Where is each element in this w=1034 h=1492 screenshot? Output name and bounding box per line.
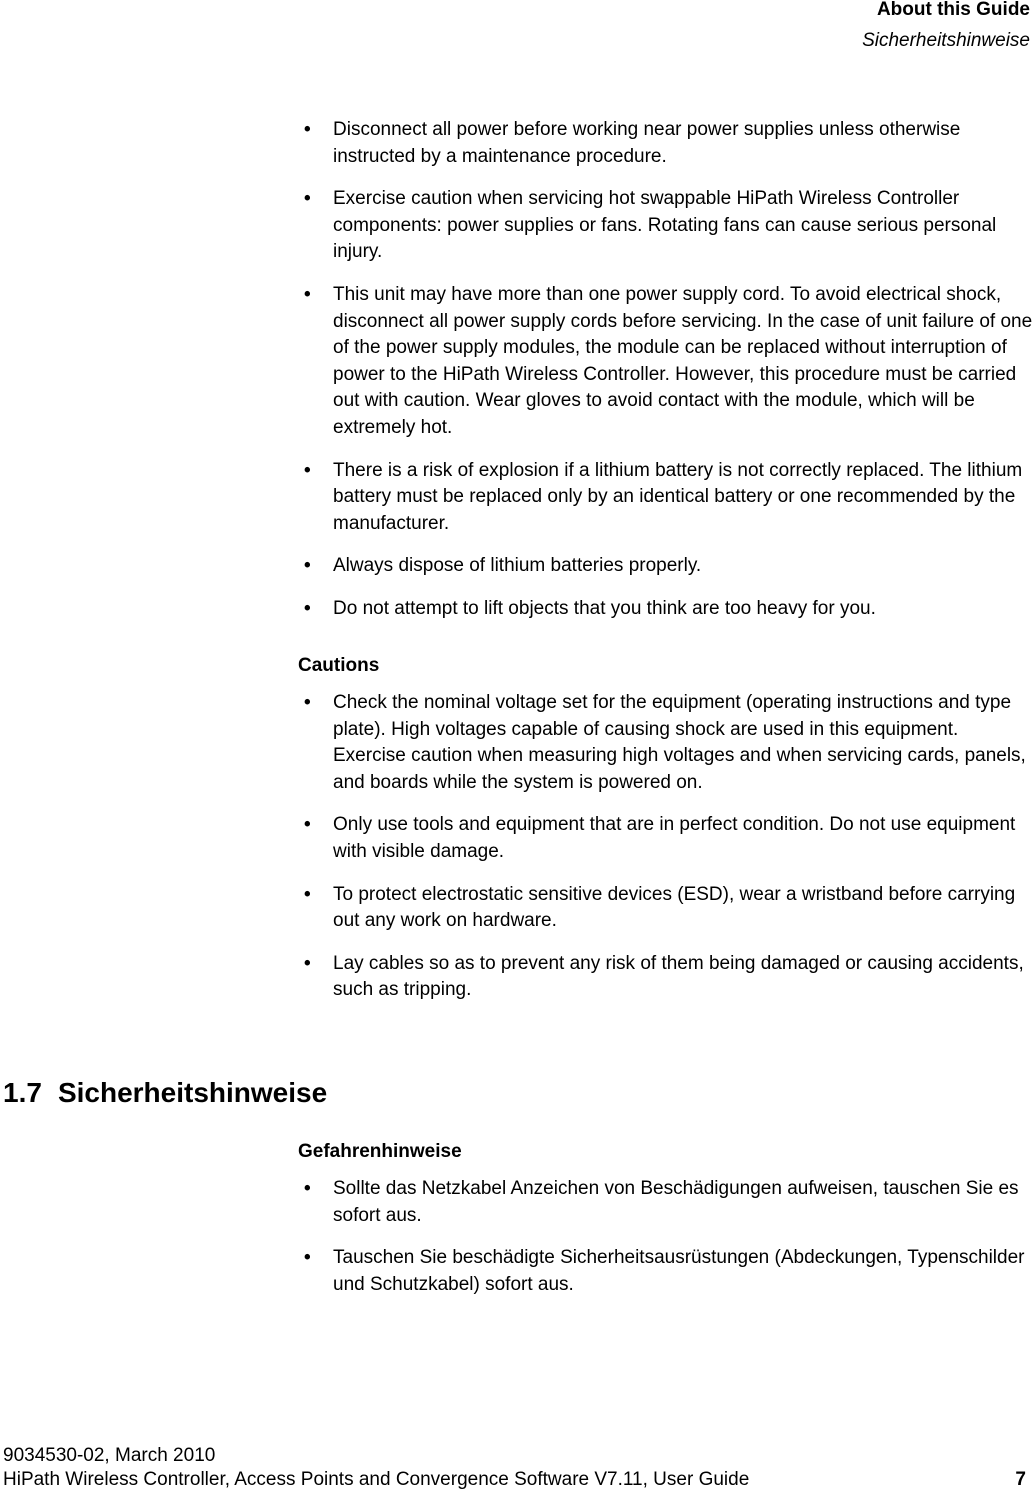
list-item: • To protect electrostatic sensitive devices (ESD), wear a wristband before carrying out any work on hardware. xyxy=(304,883,1016,932)
bullet-icon: • xyxy=(304,119,311,140)
list-item: • Lay cables so as to prevent any risk of them being damaged or causing accidents, such as tripping. xyxy=(304,952,1024,1001)
section-number: 1.7 xyxy=(3,1077,42,1108)
running-header xyxy=(862,0,1030,53)
footer xyxy=(3,1468,1026,1492)
section-title: Sicherheitshinweise xyxy=(57,1077,328,1108)
list-item: • Sollte das Netzkabel Anzeichen von Beschädigungen aufweisen, tauschen Sie es sofort aus. xyxy=(304,1178,1019,1226)
bullet-icon: • xyxy=(304,814,311,836)
warnings-list xyxy=(298,117,1034,623)
gefahrenhinweise-list xyxy=(298,1176,1034,1298)
list-item: • Check the nominal voltage set for the equipment (operating instructions and type plate). High voltages capable of causing shock are used in this equipment. Exercise caution when measuring high voltages and when servicing cards, panels, and boards while the system is powered on. xyxy=(304,692,1026,793)
bullet-icon: • xyxy=(304,883,311,905)
list-item: • There is a risk of explosion if a lithium battery is not correctly replaced. The lithium battery must be replaced only by an identical battery or one recommended by the manufacturer. xyxy=(304,459,1023,534)
bullet-icon: • xyxy=(304,459,311,481)
list-item: • Only use tools and equipment that are in perfect condition. Do not use equipment with visible damage. xyxy=(304,814,1016,862)
cautions-block xyxy=(298,690,1034,1020)
header-chapter-title: About this Guide xyxy=(876,0,1030,20)
footer-doc-id: 9034530-02, March 2010 xyxy=(3,1445,216,1466)
bullet-icon: • xyxy=(304,555,311,577)
bullet-icon: • xyxy=(304,952,311,974)
page-number: 7 xyxy=(1015,1469,1026,1490)
cautions-list xyxy=(298,690,1034,1004)
gefahrenhinweise-heading: Gefahrenhinweise xyxy=(298,1141,462,1162)
section-heading xyxy=(3,1075,327,1111)
warnings-block xyxy=(298,117,1034,639)
bullet-icon: • xyxy=(304,597,311,619)
bullet-icon: • xyxy=(304,1178,311,1199)
gefahrenhinweise-block xyxy=(298,1176,1034,1314)
list-item: • This unit may have more than one power supply cord. To avoid electrical shock, disconnect all power supply cords before servicing. In the case of unit failure of one of the power supply modules, the module can be replaced without interruption of power to the HiPath Wireless Controller. However, this procedure must be carried out with caution. Wear gloves to avoid contact with the module, which will be extremely hot. xyxy=(304,283,1033,438)
list-item: • Always dispose of lithium batteries properly. xyxy=(298,553,1034,580)
bullet-icon: • xyxy=(304,1247,311,1269)
bullet-icon: • xyxy=(304,692,311,713)
list-item: • Exercise caution when servicing hot swappable HiPath Wireless Controller components: power supplies or fans. Rotating fans can cause serious personal injury. xyxy=(304,188,997,263)
list-item: • Tauschen Sie beschädigte Sicherheitsausrüstungen (Abdeckungen, Typenschilder und Schutzkabel) sofort aus. xyxy=(304,1247,1025,1295)
list-item: • Do not attempt to lift objects that you think are too heavy for you. xyxy=(298,596,1034,623)
header-section-title: Sicherheitshinweise xyxy=(862,30,1030,51)
footer-doc-title: HiPath Wireless Controller, Access Points and Convergence Software V7.11, User Guide xyxy=(3,1469,750,1490)
list-item: • Disconnect all power before working near power supplies unless otherwise instructed by a maintenance procedure. xyxy=(304,119,961,167)
cautions-heading: Cautions xyxy=(298,655,380,676)
bullet-icon: • xyxy=(304,188,311,210)
bullet-icon: • xyxy=(304,283,311,305)
